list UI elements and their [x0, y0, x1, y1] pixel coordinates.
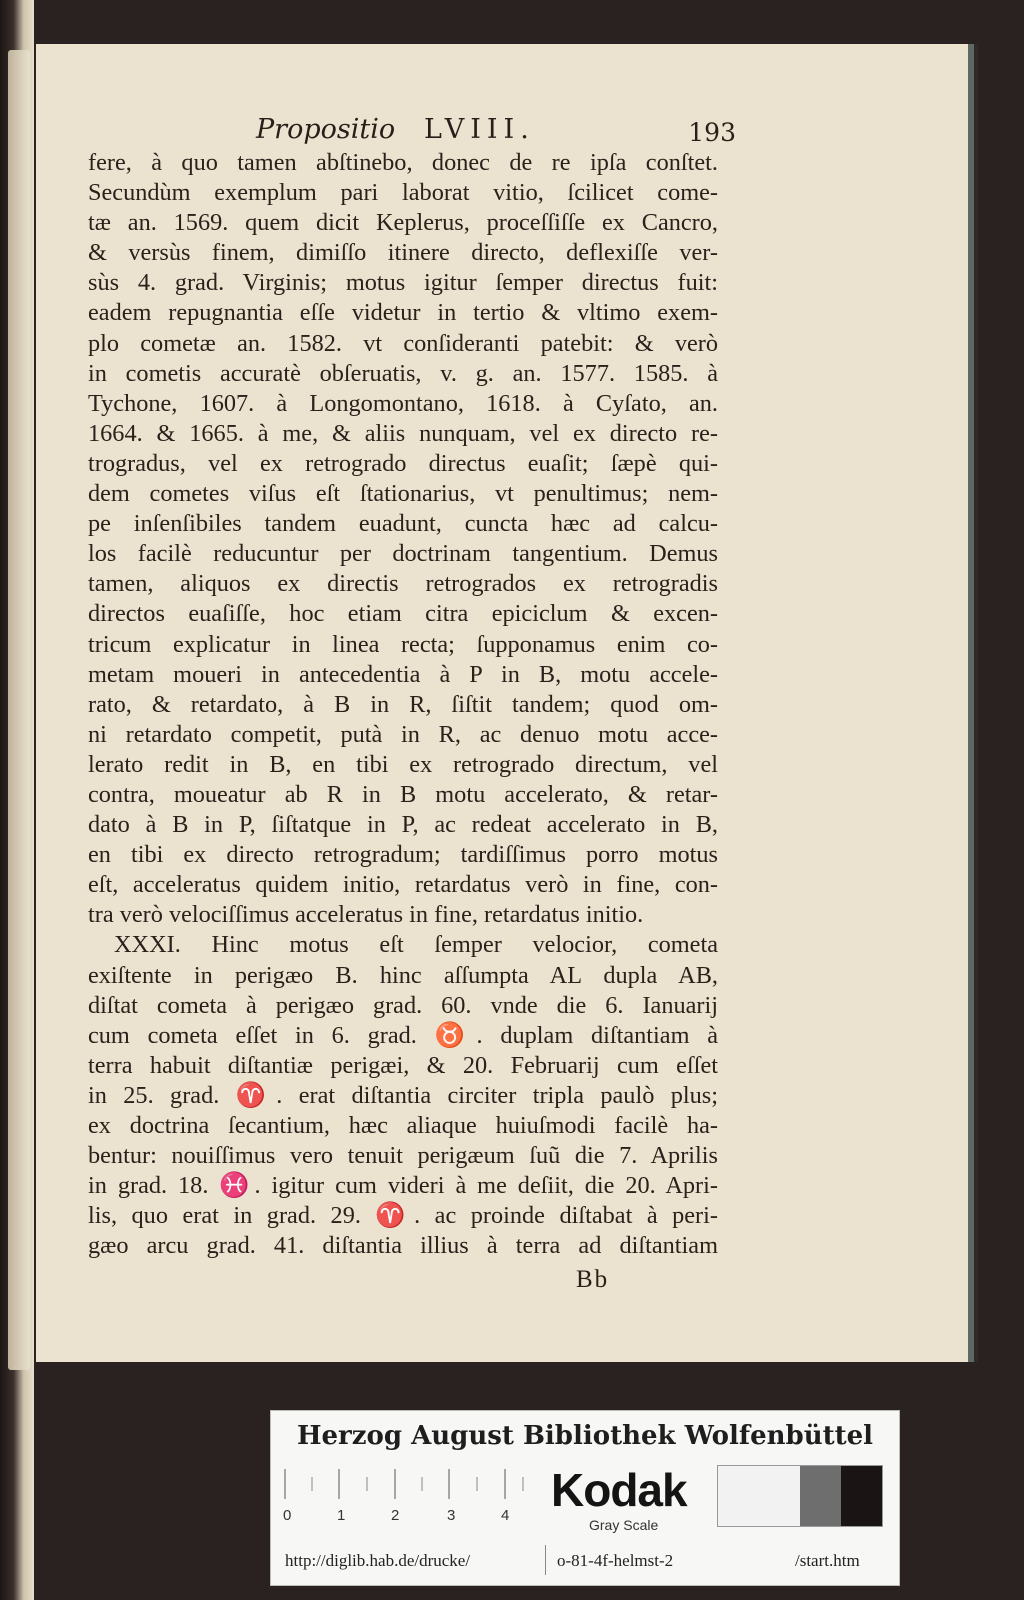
text-line: rato, & retardato, à B in R, ſiſtit tandem; quod om- — [88, 690, 718, 718]
scale-number: 1 — [337, 1507, 346, 1524]
gray-step-white — [759, 1466, 800, 1526]
text-line: tricum explicatur in linea recta; ſupponamus enim co- — [88, 630, 718, 658]
text-line: gæo arcu grad. 41. diſtantia illius à terra ad diſtantiam — [88, 1232, 718, 1260]
text-line: in cometis accuratè obſeruatis, v. g. an. 1577. 1585. à — [88, 359, 718, 387]
text-line: exiſtente in perigæo B. hinc aſſumpta AL dupla AB, — [88, 961, 718, 989]
text-line: los facilè reducuntur per doctrinam tangentium. Demus — [88, 540, 718, 568]
proposition-number: LVIII. — [424, 114, 535, 145]
gray-step-white — [718, 1466, 759, 1526]
text-line: metam moueri in antecedentia à P in B, motu accele- — [88, 660, 718, 688]
text-line: sùs 4. grad. Virginis; motus igitur ſemper directus fuit: — [88, 269, 718, 297]
gray-scale-label: Gray Scale — [589, 1517, 659, 1533]
text-line: eadem repugnantia eſſe videtur in tertio & vltimo exem- — [88, 299, 718, 327]
text-line: ni retardato competit, putà in R, ac denuo motu acce- — [88, 720, 718, 748]
text-line: pe inſenſibiles tandem euadunt, cuncta hæc ad calcu- — [88, 510, 718, 538]
text-line: tamen, aliquos ex directis retrogrados ex retrogradis — [88, 570, 718, 598]
scale-ruler — [283, 1469, 533, 1509]
scale-number: 0 — [283, 1507, 292, 1524]
text-line: Tychone, 1607. à Longomontano, 1618. à Cyſato, an. — [88, 389, 718, 417]
text-line: bentur: nouiſſimus vero tenuit perigæum ſuũ die 7. Aprilis — [88, 1142, 718, 1170]
text-line: tæ an. 1569. quem dicit Keplerus, proceſſiſſe ex Cancro, — [88, 209, 718, 237]
text-line: ex doctrina ſecantium, hæc aliaque huiuſmodi facilè ha- — [88, 1112, 718, 1139]
scan-color-card — [270, 1410, 900, 1586]
body-text — [88, 148, 718, 1261]
page-number: 193 — [688, 118, 736, 147]
gray-scale-steps — [717, 1465, 883, 1527]
text-line: lerato redit in B, en tibi ex retrogrado directum, vel — [88, 750, 718, 778]
scale-number: 4 — [501, 1507, 510, 1524]
text-line: dem cometes viſus eſt ſtationarius, vt penultimus; nem- — [88, 480, 718, 508]
kodak-logo: Kodak — [551, 1464, 687, 1516]
text-line: trogradus, vel ex retrogrado directus euaſit; ſæpè qui- — [88, 449, 718, 477]
book-page — [36, 44, 968, 1362]
gray-step-mid — [800, 1466, 841, 1526]
text-line: & versùs finem, dimiſſo itinere directo, deflexiſſe ver- — [88, 239, 718, 267]
text-line: in grad. 18. ♓. igitur cum videri à me deſiit, die 20. Apri- — [88, 1172, 718, 1200]
page-header — [256, 110, 736, 150]
text-line: 1664. & 1665. à me, & aliis nunquam, vel ex directo re- — [88, 419, 718, 447]
text-line: tra verò velociſſimus acceleratus in fine, retardatus initio. — [88, 901, 644, 929]
text-line: cum cometa eſſet in 6. grad. ♉. duplam diſtantiam à — [88, 1021, 718, 1049]
gray-step-black — [841, 1466, 882, 1526]
text-line: in 25. grad. ♈. erat diſtantia circiter tripla paulò plus; — [88, 1081, 718, 1109]
text-line: dato à B in P, ſiſtatque in P, ac redeat accelerato in B, — [88, 811, 718, 839]
url-divider — [545, 1545, 546, 1575]
text-line: XXXI. Hinc motus eſt ſemper velocior, cometa — [114, 931, 718, 959]
url-prefix: http://diglib.hab.de/drucke/ — [285, 1551, 471, 1570]
url-identifier: o-81-4f-helmst-2 — [557, 1551, 674, 1570]
text-line: fere, à quo tamen abſtinebo, donec de re ipſa conſtet. — [88, 149, 718, 176]
text-line: plo cometæ an. 1582. vt conſideranti patebit: & verò — [88, 329, 718, 357]
text-line: terra habuit diſtantiæ perigæi, & 20. Februarij cum eſſet — [88, 1051, 718, 1079]
text-line: Secundùm exemplum pari laborat vitio, ſcilicet come- — [88, 179, 718, 207]
library-name: Herzog August Bibliothek Wolfenbüttel — [296, 1421, 874, 1451]
book-binding-edge — [0, 0, 34, 1600]
scale-number: 2 — [391, 1507, 400, 1524]
text-line: lis, quo erat in grad. 29. ♈. ac proinde diſtabat à peri- — [88, 1202, 718, 1230]
signature-mark: Bb — [576, 1266, 610, 1293]
running-title: Propositio — [256, 114, 396, 145]
text-line: contra, moueatur ab R in B motu accelerato, & retar- — [88, 780, 718, 808]
text-line: eſt, acceleratus quidem initio, retardatus verò in fine, con- — [88, 871, 718, 899]
text-line: en tibi ex directo retrogradum; tardiſſimus porro motus — [88, 841, 718, 869]
scale-number: 3 — [447, 1507, 456, 1524]
text-line: directos euaſiſſe, hoc etiam citra epiciclum & excen- — [88, 600, 718, 628]
text-line: diſtat cometa à perigæo grad. 60. vnde die 6. Ianuarij — [88, 991, 718, 1019]
url-suffix: /start.htm — [795, 1551, 860, 1570]
